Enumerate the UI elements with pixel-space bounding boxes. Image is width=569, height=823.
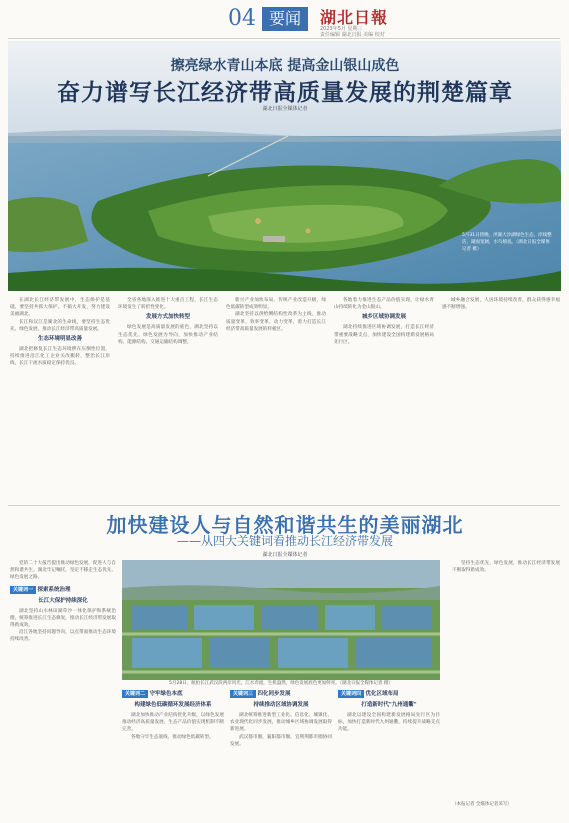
paragraph: 湖北以建设全国构建新发展格局先行区为目标，加快打造新时代九州通衢，持续提升战略支点功能。 [338, 713, 440, 733]
keyword-title-4: 优化区域布局 [365, 691, 399, 697]
story2-column-5 [452, 560, 560, 798]
paragraph: 长江和汉江是湖北的生命线，要坚持生态优先、绿色发展，推动长江经济带高质量发展。 [10, 319, 110, 332]
paragraph: 湖北统筹推进新型工业化、信息化、城镇化、农业现代化同步发展，推动城乡区域协调发展取得新进展。 [230, 713, 332, 733]
keyword-subtitle-2: 构建绿色低碳循环发展经济体系 [134, 702, 212, 708]
masthead-rule [8, 38, 560, 39]
keyword-tag-1: 关键词一 [10, 586, 36, 594]
paragraph: 湖北持续推进区域协调发展，打造长江经济带重要战略支点，加快建设全国构建新发展格局先行区。 [334, 325, 434, 345]
keyword-tag-4: 关键词四 [338, 690, 364, 698]
date-line: 2023年5月 星期三 [320, 26, 363, 32]
paragraph: 各地着力推进生态产品价值实现，让绿水青山持续转化为金山银山。 [334, 298, 434, 311]
keyword-subtitle-3: 持续推动区域协调发展 [253, 702, 309, 708]
newspaper-logo: 湖北日報 [320, 8, 389, 27]
story1-column-3 [226, 297, 326, 502]
keyword-tag-3: 关键词三 [230, 690, 256, 698]
paragraph: 沿江各地坚持问题导向，以点带面推动生态环境持续改善。 [10, 630, 116, 643]
keyword-title-1: 探索系统治理 [37, 586, 71, 593]
story1-headline: 奋力谱写长江经济带高质量发展的荆楚篇章 [57, 79, 513, 106]
paragraph: 在湖北长江经济带发展中，生态保护是基础，要坚持共抓大保护、不搞大开发，努力建设美丽湖北。 [10, 298, 110, 318]
paragraph: 湖北坚持山水林田湖草沙一体化保护和系统治理，统筹推进长江生态修复，推动长江经济带发展取得新成效。 [10, 608, 116, 629]
story2-byline: 湖北日报全媒体记者 [262, 552, 308, 558]
story1-byline: 湖北日报全媒体记者 [262, 106, 308, 112]
paragraph: 湖北加快推动产业结构优化升级，以绿色发展推动经济高质量发展，生态产品价值实现机制不断完善。 [122, 713, 224, 733]
story1-kicker: 擦亮绿水青山本底 提高金山银山成色 [170, 58, 400, 74]
story2-photo-caption: 5月28日，航拍长江武汉段两岸风光，江水奔流，生机盎然，绿色发展底色更加鲜亮。（湖北日报全媒体记者 摄） [169, 681, 393, 686]
keyword-subtitle-1: 长江大保护持续深化 [38, 597, 88, 604]
paragraph: 坚持生态优先、绿色发展，推动长江经济带发展不断取得新成效。 [452, 561, 560, 574]
keyword-title-2: 守牢绿色本底 [149, 691, 183, 697]
story1-column-1 [10, 297, 110, 502]
story2-column-2 [122, 690, 224, 815]
story2-column-1 [10, 560, 116, 815]
paragraph: 绿色发展是高质量发展的底色，湖北坚持以生态优先、绿色发展为导向，加快推动产业结构、能源结构、交通运输结构调整。 [118, 325, 218, 345]
paragraph: 党的二十大报告提出推动绿色发展，促进人与自然和谐共生。湖北牢记嘱托，坚定不移走生态优先、绿色发展之路。 [10, 561, 116, 581]
keyword-tag-2: 关键词二 [122, 690, 148, 698]
story1-subhead-1: 生态环境明显改善 [37, 336, 82, 343]
keyword-subtitle-4: 打造新时代"九州通衢" [361, 702, 417, 708]
story1-column-2 [118, 297, 218, 502]
paragraph: 湖北坚持以供给侧结构性改革为主线，推动质量变革、效率变革、动力变革，着力打造长江经济带高质量发展的样板区。 [226, 312, 326, 332]
story2-headline: 加快建设人与自然和谐共生的美丽湖北 [106, 513, 464, 537]
story2-footnote: （本报记者 全媒体记者采写） [452, 802, 512, 807]
page-number: 04 [228, 6, 256, 31]
paragraph: 新兴产业加快布局，传统产业改造升级，绿色低碳转型成效明显。 [226, 298, 326, 311]
editor-line: 责任编辑 湖北日报 美编 校对 [320, 32, 385, 38]
story1-column-5 [442, 297, 560, 502]
paragraph: 全省各地深入推进十大重点工程，长江生态环境发生了转折性变化。 [118, 298, 218, 311]
paragraph: 城乡融合发展，人居环境持续改善，群众获得感幸福感不断增强。 [442, 298, 560, 311]
story2-kicker: ——从四大关键词看推动长江经济带发展 [176, 534, 393, 548]
story2-column-4 [338, 690, 440, 815]
paragraph: 武汉都市圈、襄阳都市圈、宜荆荆都市圈协同发展。 [230, 734, 332, 747]
story1-subhead-2: 发展方式加快转型 [145, 314, 190, 321]
story2-aerial-photo [122, 560, 440, 680]
story-divider [8, 505, 560, 506]
paragraph: 湖北把修复长江生态环境摆在压倒性位置，持续推进沿江化工企业关改搬转，整治长江岸线，长江干流水质稳定保持优良。 [10, 347, 110, 367]
story1-column-4 [334, 297, 434, 502]
story1-photo-caption: 5月31日傍晚，洪湖大沙湖绿色生态，岸线整洁，湖面宽阔，水鸟嬉戏。（湖北日报全媒体记者 摄） [462, 233, 552, 252]
keyword-title-3: 四化同步发展 [257, 691, 291, 697]
story1-subhead-3: 城乡区域协调发展 [361, 314, 406, 321]
story2-column-3 [230, 690, 332, 815]
section-label: 要闻 [262, 7, 308, 31]
paragraph: 各地守牢生态底线，推动绿色低碳转型。 [131, 734, 214, 740]
